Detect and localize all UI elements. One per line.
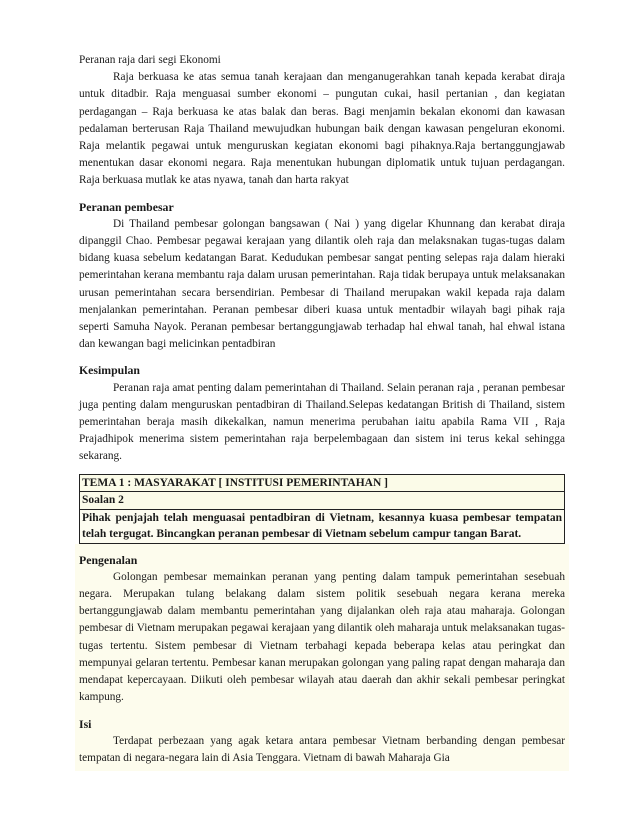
soalan-label: Soalan 2 <box>80 492 565 510</box>
paragraph-isi: Terdapat perbezaan yang agak ketara antara pembesar Vietnam berbanding dengan pembesar tempatan di negara-negara lain di Asia Tenggara. Vietnam di bawah Maharaja Gia <box>79 734 565 764</box>
section-heading-ekonomi: Peranan raja dari segi Ekonomi <box>79 54 221 66</box>
section-heading-kesimpulan: Kesimpulan <box>79 363 140 378</box>
section-heading-pembesar: Peranan pembesar <box>79 199 174 214</box>
section-heading-isi: Isi <box>79 716 92 731</box>
paragraph-ekonomi: Raja berkuasa ke atas semua tanah kerajaan dan menganugerahkan tanah kepada kerabat diraja untuk ditadbir. Raja menguasai sumber ekonomi – pungutan cukai, hasil pertanian , dan kegiatan perdagangan – Raja berkuasa ke atas balak dan beras. Bagi menjamin bekalan ekonomi dan kawasan pedalaman berterusan Raja Thailand mewujudkan hubungan baik dengan kawasan pengeluran ekonomi. Raja melantik pegawai untuk menguruskan kegiatan ekonomi bagi pihaknya.Raja bertanggungjawab menentukan dasar ekonomi negara. Raja menentukan hubungan diplomatik untuk tujuan perdagangan. Raja berkuasa mutlak ke atas nyawa, tanah dan harta rakyat <box>79 71 565 187</box>
paragraph-kesimpulan: Peranan raja amat penting dalam pemerintahan di Thailand. Selain peranan raja , peranan pembesar juga penting dalam menguruskan pentadbiran di Thailand.Selepas kedatangan British di Thailand, sistem pemerintahan beraja masih dikekalkan, namun menerima perubahan iaitu apabila Rama VII , Raja Prajadhipok menerima sistem pemerintahan raja berpelembagaan dan sistem ini terus kekal sehingga sekarang. <box>79 381 565 463</box>
tema-title: TEMA 1 : MASYARAKAT [ INSTITUSI PEMERINTAHAN ] <box>80 474 565 492</box>
answer-section <box>75 544 569 771</box>
section-heading-pengenalan: Pengenalan <box>79 552 138 567</box>
paragraph-pembesar: Di Thailand pembesar golongan bangsawan ( Nai ) yang digelar Khunnang dan kerabat diraja dipanggil Chao. Pembesar pegawai kerajaan yang dilantik oleh raja dan melaksnakan tugas-tugas dalam bidang kuasa sebelum kedatangan Barat. Kedudukan pembesar sangat penting selepas raja dalam hieraki pemerintahan kerana membantu raja dalam urusan pemerintahan. Raja tidak berupaya untuk melaksanakan urusan pemerintahan secara bersendirian. Pembesar di Thailand merupakan wakil kepada raja dalam menjalankan pemerintahan. Peranan pembesar diberi kuasa untuk mentadbir wilayah bagi pihak raja seperti Samuha Nayok. Peranan pembesar bertanggungjawab terhadap hal ehwal tanah, hal ehwal istana dan kewangan bagi melicinkan pentadbiran <box>79 217 565 351</box>
paragraph-pengenalan: Golongan pembesar memainkan peranan yang penting dalam tampuk pemerintahan sesebuah negara. Merupakan tulang belakang dalam sistem politik sesebuah negara kerana mereka bertanggungjawab dalam membantu pemerintahan yang dijalankan oleh raja atau maharaja. Golongan pembesar di Vietnam merupakan pegawai kerajaan yang dilantik oleh maharaja untuk melaksanakan tugas-tugas tertentu. Sistem pembesar di Vietnam terbahagi kepada beberapa kelas atau peringkat dan mempunyai gelaran tertentu. Pembesar kanan merupakan golongan yang paling rapat dengan maharaja dan mendapat kepercayaan. Diikuti oleh pembesar wilayah atau daerah dan akhir sekali pembesar peringkat kampung. <box>79 570 565 704</box>
question-box <box>79 474 565 544</box>
document-page <box>79 52 565 771</box>
question-text: Pihak penjajah telah menguasai pentadbiran di Vietnam, kesannya kuasa pembesar tempatan telah tergugat. Bincangkan peranan pembesar di Vietnam sebelum campur tangan Barat. <box>80 509 565 543</box>
